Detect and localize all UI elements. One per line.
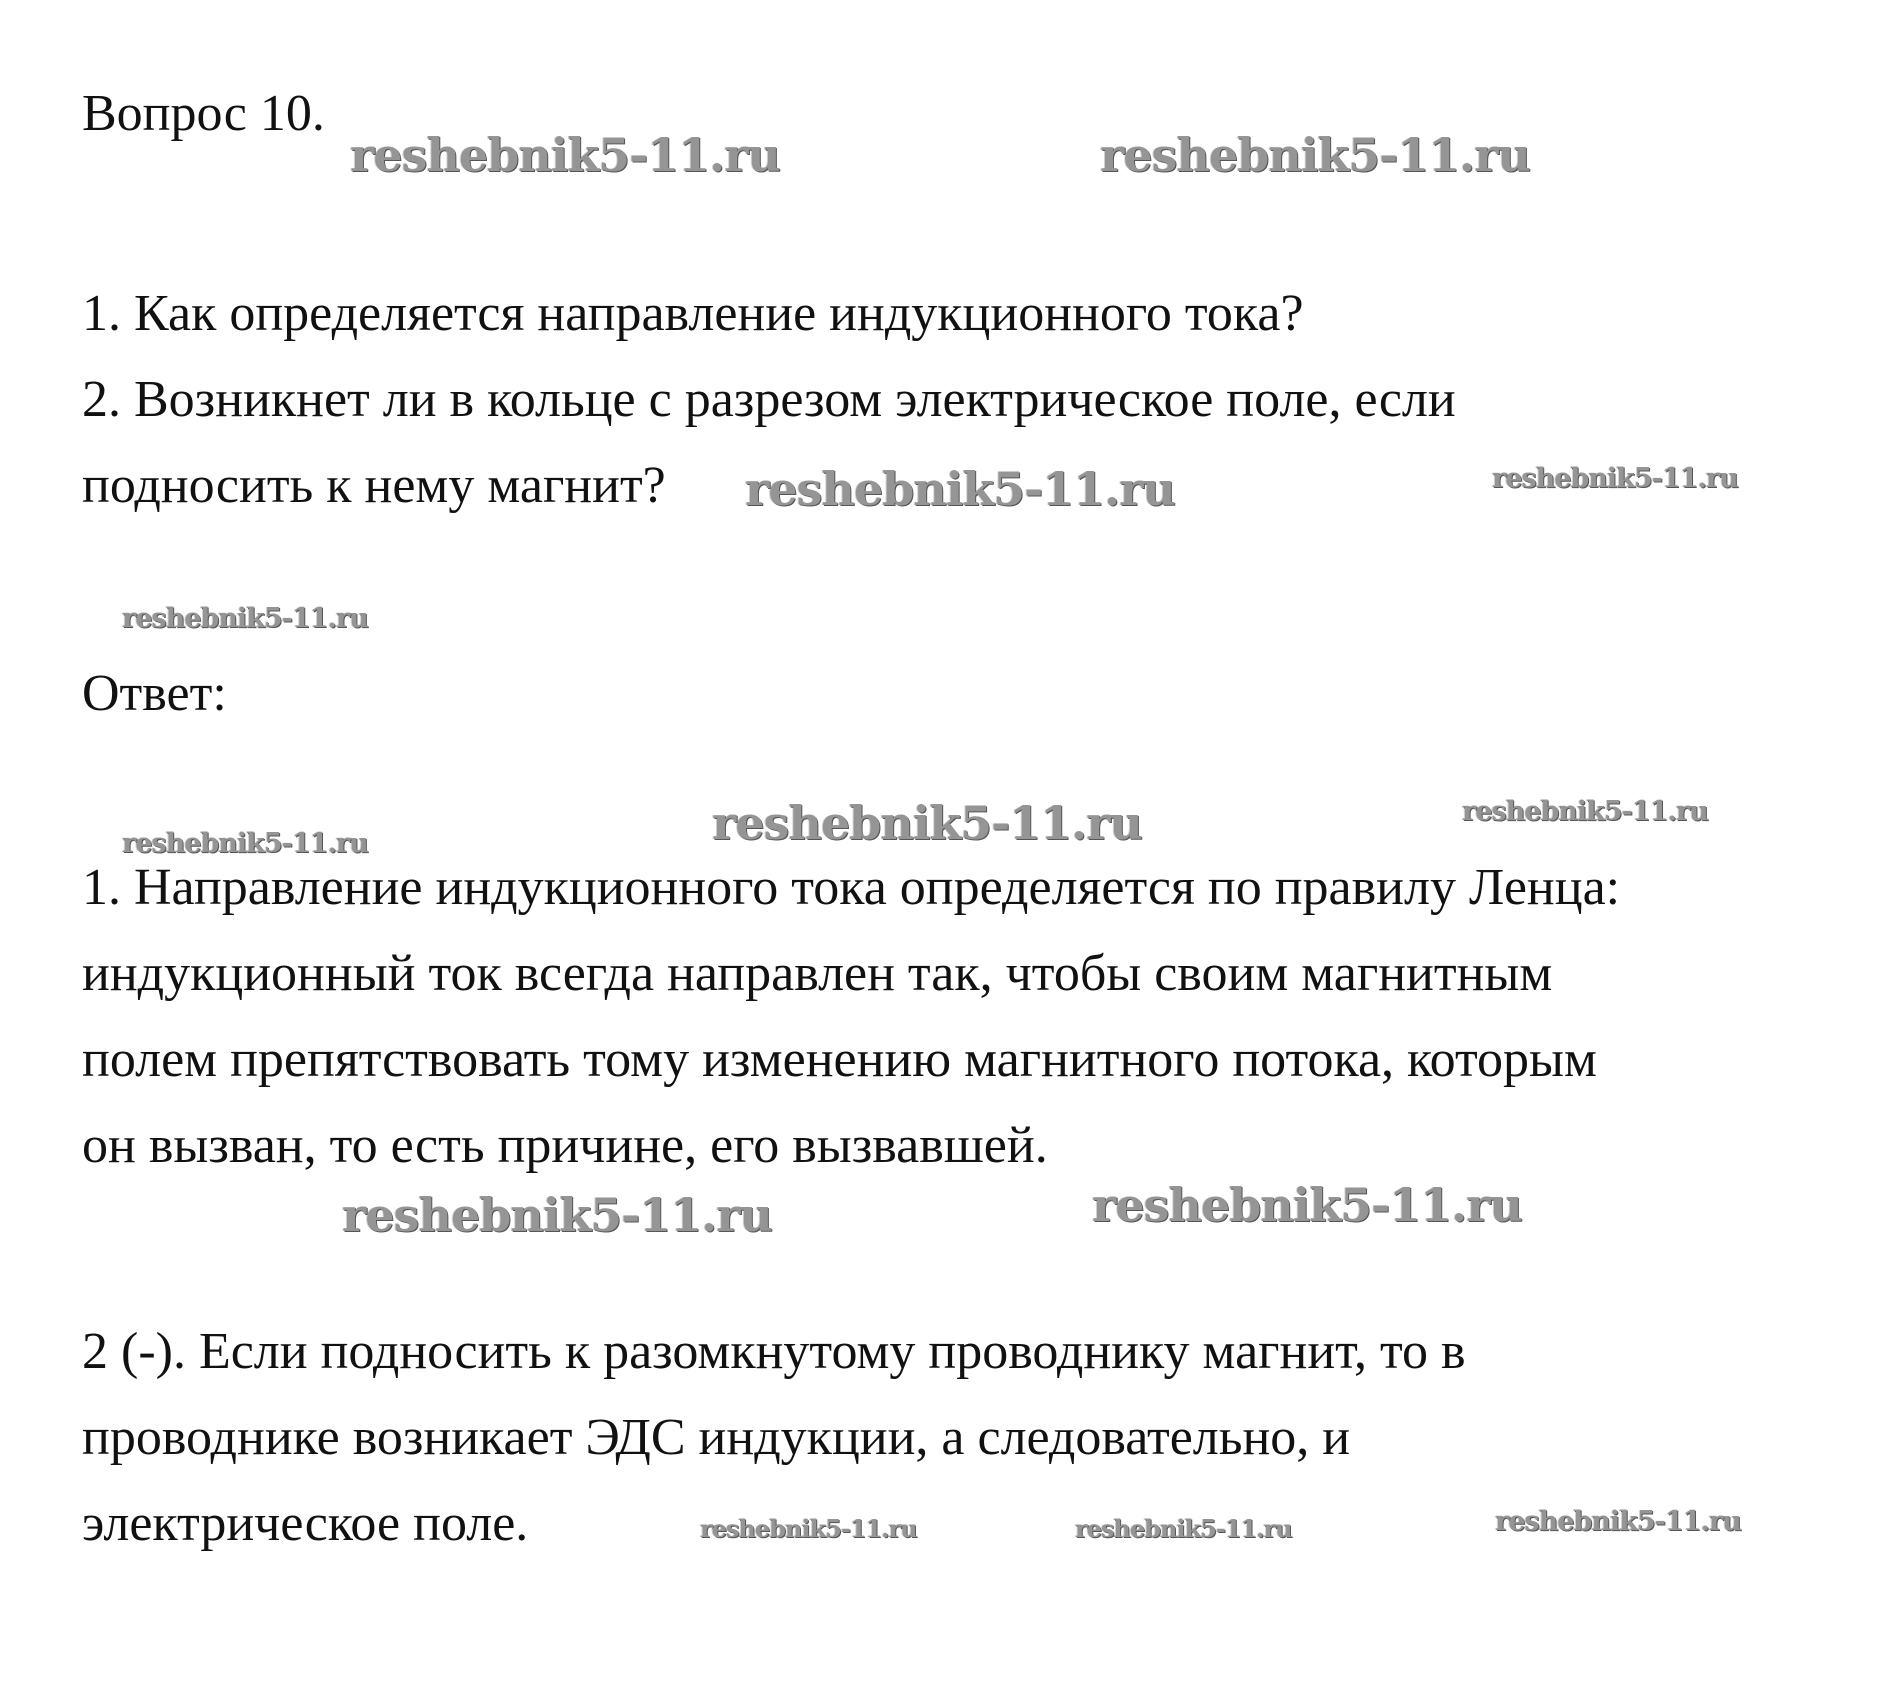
answer-1-line-1: 1. Направление индукционного тока определяется по правилу Ленца: [82,859,1621,916]
watermark: reshebnik5-11.ru [745,462,1175,516]
answer-1-line-3: полем препятствовать тому изменению магнитного потока, которым [82,1031,1597,1088]
answer-label: Ответ: [82,665,227,722]
question-item-2-line-1: 2. Возникнет ли в кольце с разрезом электрическое поле, если [82,371,1456,428]
watermark: reshebnik5-11.ru [350,128,780,182]
answer-2-line-1: 2 (-). Если подносить к разомкнутому проводнику магнит, то в [82,1323,1466,1380]
watermark: reshebnik5-11.ru [700,1514,917,1543]
watermark: reshebnik5-11.ru [122,828,368,859]
watermark: reshebnik5-11.ru [342,1188,772,1242]
watermark: reshebnik5-11.ru [1462,796,1708,827]
watermark: reshebnik5-11.ru [1492,463,1738,494]
question-item-1: 1. Как определяется направление индукционного тока? [82,285,1304,342]
answer-1-line-2: индукционный ток всегда направлен так, чтобы своим магнитным [82,945,1553,1002]
watermark: reshebnik5-11.ru [1092,1178,1522,1232]
watermark: reshebnik5-11.ru [1495,1506,1741,1537]
question-title: Вопрос 10. [82,85,325,142]
watermark: reshebnik5-11.ru [122,603,368,634]
question-item-2-line-2: подносить к нему магнит? [82,457,666,514]
watermark: reshebnik5-11.ru [1100,128,1530,182]
answer-2-line-3: электрическое поле. [82,1495,529,1552]
watermark: reshebnik5-11.ru [1075,1514,1292,1543]
answer-2-line-2: проводнике возникает ЭДС индукции, а следовательно, и [82,1409,1351,1466]
watermark: reshebnik5-11.ru [712,796,1142,850]
answer-1-line-4: он вызван, то есть причине, его вызвавшей. [82,1117,1048,1174]
